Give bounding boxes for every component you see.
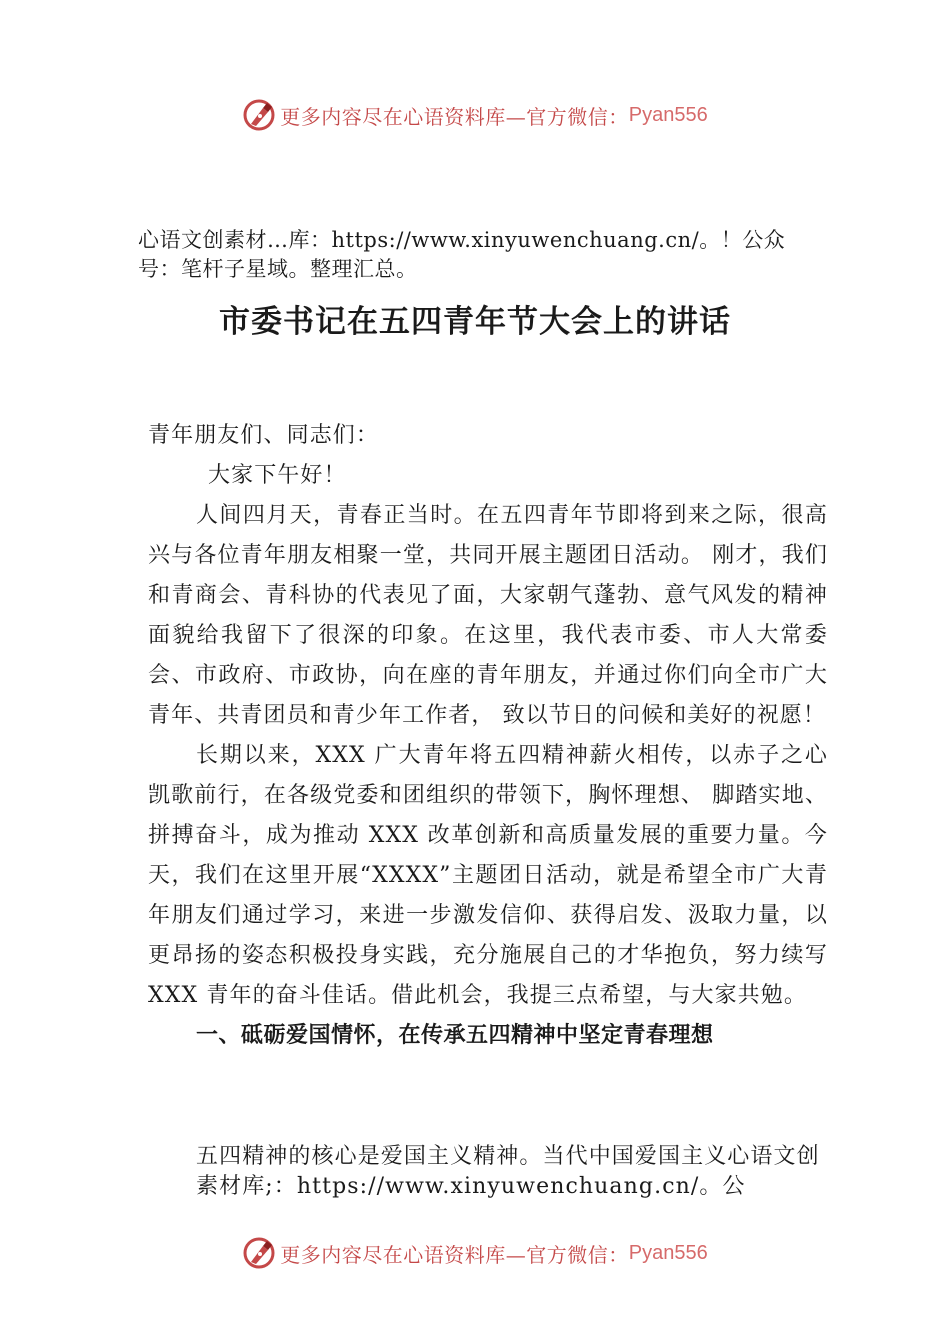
pen-nib-logo-icon <box>242 1236 276 1270</box>
page-title: 市委书记在五四青年节大会上的讲话 <box>219 304 731 340</box>
banner-wechat-handle: Pyan556 <box>628 1241 708 1264</box>
banner-text: 更多内容尽在心语资料库—官方微信： <box>280 104 629 129</box>
header-banner <box>0 95 950 135</box>
paragraph: 人间四月天，青春正当时。在五四青年节即将到来之际，很高兴与各位青年朋友相聚一堂，共同开展主题团日活动。 刚才，我们和青商会、青科协的代表见了面，大家朝气蓬勃、意气风发的精神面貌给我留下了很深的印象。在这里，我代表市委、市人大常委会、市政府、市政协，向在座的青年朋友，并通过你们向全市广大青年、共青团员和青少年工作者， 致以节日的问候和美好的祝愿！ <box>148 503 828 728</box>
source-note: 心语文创素材…库：https://www.xinyuwenchuang.cn/。！公众号：笔杆子星域。整理汇总。 <box>138 228 786 281</box>
section-heading: 一、砥砺爱国情怀，在传承五四精神中坚定青春理想 <box>196 1023 714 1048</box>
banner-text: 更多内容尽在心语资料库—官方微信： <box>280 1242 629 1267</box>
greeting: 大家下午好！ <box>208 463 347 488</box>
banner-wechat-handle: Pyan556 <box>628 103 708 126</box>
document-body <box>148 416 828 1056</box>
footer-banner <box>0 1233 950 1273</box>
salutation: 青年朋友们、同志们： <box>148 423 380 448</box>
paragraph: 长期以来，XXX 广大青年将五四精神薪火相传，以赤子之心凯歌前行，在各级党委和团组织的带领下，胸怀理想、 脚踏实地、拼搏奋斗，成为推动 XXX 改革创新和高质量发展的重要力量。今天，我们在这里开展“XXXX”主题团日活动，就是希望全市广大青年朋友们通过学习，来进一步激发信仰、获得启发、汲取力量，以更昂扬的姿态积极投身实践，充分施展自己的才华抱负，努力续写 XXX 青年的奋斗佳话。借此机会，我提三点希望，与大家共勉。 <box>148 743 828 1008</box>
tail-paragraph: 五四精神的核心是爱国主义精神。当代中国爱国主义心语文创素材库;：https://www.xinyuwenchuang.cn/。公 <box>196 1144 820 1199</box>
pen-nib-logo-icon <box>242 98 276 132</box>
